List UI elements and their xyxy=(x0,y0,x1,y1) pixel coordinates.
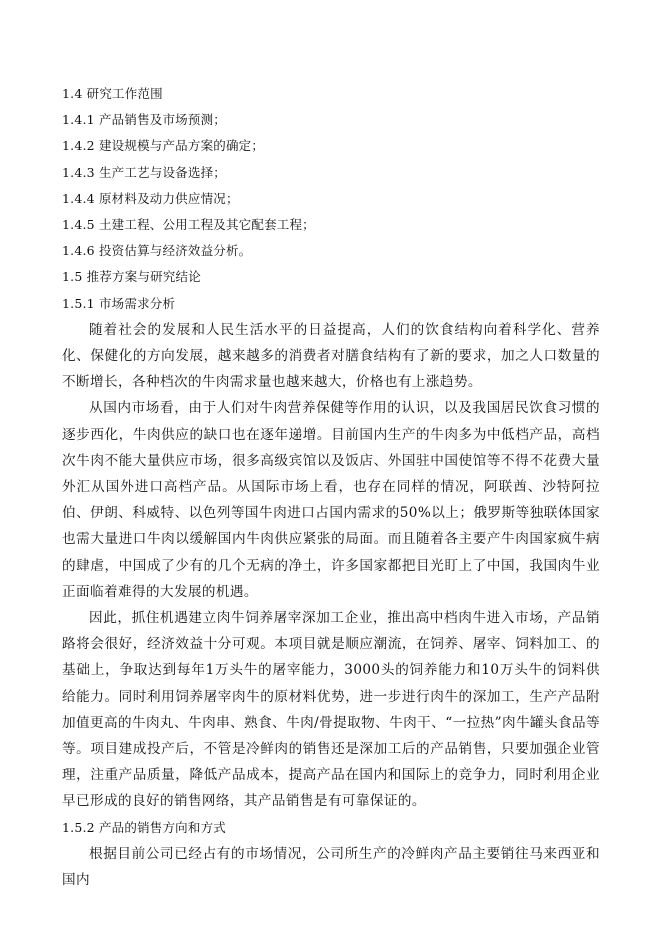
subsection-item: 1.4.4 原材料及动力供应情况； xyxy=(62,190,239,206)
body-paragraph: 随着社会的发展和人民生活水平的日益提高，人们的饮食结构向着科学化、营养化、保健化的方向发展，越来越多的消费者对膳食结构有了新的要求，加之人口数量的不断增长，各种档次的牛肉需求量也越来越大，价格也有上涨趋势。 xyxy=(62,321,600,391)
body-paragraph: 根据目前公司已经占有的市场情况，公司所生产的冷鲜肉产品主要销往马来西亚和国内 xyxy=(62,845,600,888)
body-paragraph: 因此，抓住机遇建立肉牛饲养屠宰深加工企业，推出高中档肉牛进入市场，产品销路将会很好，经济效益十分可观。本项目就是顺应潮流，在饲养、屠宰、饲料加工、的基础上，争取达到每年1万头牛的屠宰能力，3000头的饲养能力和10万头牛的饲料供给能力。同时利用饲养屠宰肉牛的原材料优势，进一步进行肉牛的深加工，生产产品附加值更高的牛肉丸、牛肉串、熟食、牛肉/骨提取物、牛肉干、“一拉热”肉牛罐头食品等等。项目建成投产后，不管是冷鲜肉的销售还是深加工后的产品销售，只要加强企业管理，注重产品质量，降低产品成本，提高产品在国内和国际上的竞争力，同时利用企业早已形成的良好的销售网络，其产品销售是有可靠保证的。 xyxy=(62,609,600,810)
subsection-heading: 1.5.2 产品的销售方向和方式 xyxy=(62,819,226,835)
body-paragraph: 从国内市场看，由于人们对牛肉营养保健等作用的认识，以及我国居民饮食习惯的逐步西化，牛肉供应的缺口也在逐年递增。目前国内生产的牛肉多为中低档产品，高档次牛肉不能大量供应市场，很多高级宾馆以及饭店、外国驻中国使馆等不得不花费大量外汇从国外进口高档产品。从国际市场上看，也存在同样的情况，阿联酋、沙特阿拉伯、伊朗、科威特、以色列等国牛肉进口占国内需求的50%以上；俄罗斯等独联体国家也需大量进口牛肉以缓解国内牛肉供应紧张的局面。而且随着各主要产牛肉国家疯牛病的肆虐，中国成了少有的几个无病的净土，许多国家都把目光盯上了中国，我国肉牛业正面临着难得的大发展的机遇。 xyxy=(62,400,600,600)
subsection-item: 1.4.1 产品销售及市场预测； xyxy=(62,112,226,128)
section-heading: 1.4 研究工作范围 xyxy=(62,86,163,101)
subsection-item: 1.4.5 土建工程、公用工程及其它配套工程； xyxy=(62,216,315,232)
subsection-item: 1.4.6 投资估算与经济效益分析。 xyxy=(62,243,252,259)
subsection-item: 1.4.3 生产工艺与设备选择； xyxy=(62,164,226,180)
subsection-heading: 1.5.1 市场需求分析 xyxy=(62,295,176,311)
document-body xyxy=(62,81,600,893)
section-heading: 1.5 推荐方案与研究结论 xyxy=(62,269,201,285)
subsection-item: 1.4.2 建设规模与产品方案的确定； xyxy=(62,138,265,154)
